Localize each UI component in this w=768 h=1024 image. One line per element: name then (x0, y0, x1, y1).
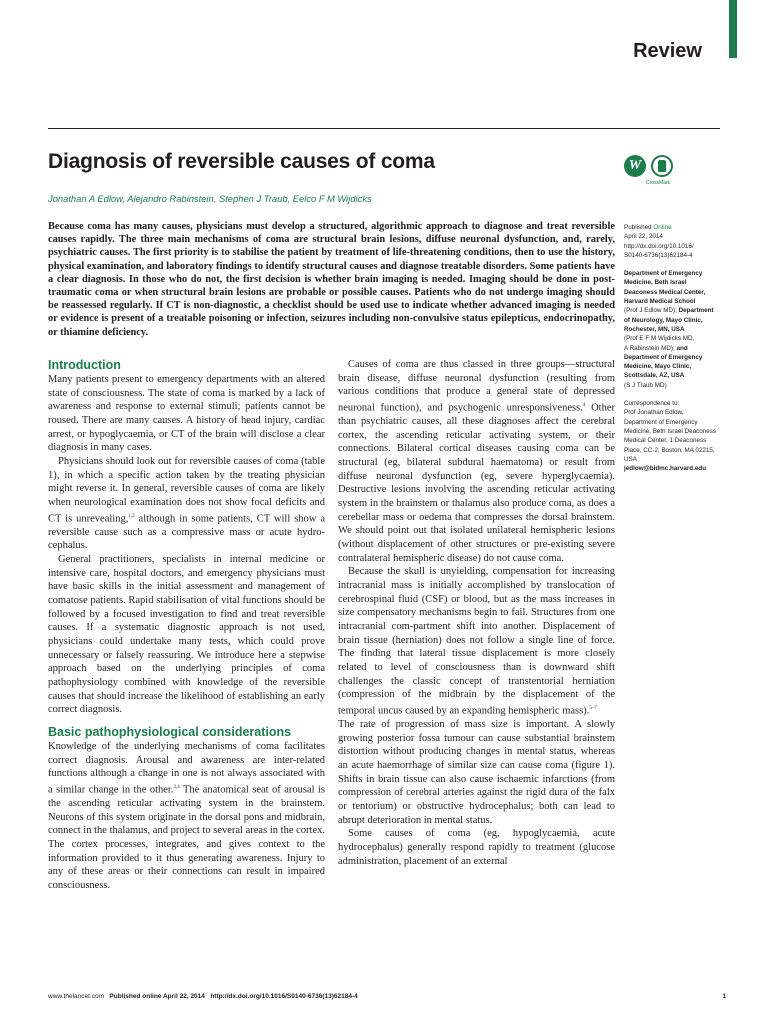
published-line: Published Online (624, 224, 672, 231)
section-accent-bar (729, 0, 737, 58)
affiliation-line: (Prof J Edlow MD); Department (624, 307, 714, 315)
affiliation-line: Medicine, Beth Israel (624, 279, 687, 287)
affiliation-line: of Neurology, Mayo Clinic, (624, 316, 703, 324)
correspondence-line: USA (624, 455, 637, 463)
crossmark-icon[interactable] (651, 155, 673, 177)
correspondence-label: Correspondence to: (624, 400, 680, 408)
body-paragraph: Many patients present to emergency departments with an altered state of consciousness. The state of coma is marked by a lack of awareness and response to external stimuli; patients cannot be roused. There are many causes. A history of head injury, cardiac arrest, or hypoglycaemia, or CT of the brain will disclose a clear diagnosis in many cases. (48, 374, 325, 454)
affiliation-line: (S J Traub MD) (624, 381, 667, 389)
affiliation-line: Harvard Medical School (624, 298, 696, 306)
body-paragraph: Some causes of coma (eg, hypoglycaemia, acute hydrocephalus) generally respond rapidly to treatment (glucose administration, placement of an external (338, 828, 615, 867)
correspondence-line: Medical Center, 1 Deaconess (624, 437, 707, 445)
section-heading-introduction: Introduction (48, 358, 121, 372)
body-paragraph: Knowledge of the underlying mechanisms of coma facilitates correct diagnosis. Arousal and awareness are inter-related functions although a change in one is not always associated with a similar change in the other.$^{3,4}$ The anatomical seat of arousal is the ascending reticular activating system in the brainstem. Neurons of this system originate in the dorsal pons and midbrain, connect in the thalamus, and project to several areas in the cortex. The cortex processes, integrates, and gives context to the information provided to it thus generating awareness. Injury to any of these areas or their connections can result in impaired consciousness. (48, 740, 325, 891)
body-paragraph: Causes of coma are thus classed in three groups—structural brain disease, diffuse neuronal dysfunction (resulting from various conditions that produce a general state of depressed neuronal function), and psychogenic unresponsiveness.$^4$ Other than psychiatric causes, all these diagnoses affect the cerebral cortex, the ascending reticular activating system, or their connections. Bilateral cortical diseases causing coma can be structural (eg, bilateral subdural haematoma) or result from diffuse neuronal dysfunction (eg, severe hyperglycaemia). Destructive lesions involving the ascending reticular activating system in the brainstem or thalamus also produce coma, as does a cerebellar mass or oedema that compresses the dorsal brainstem. We should point out that isolated unilateral hemispheric lesions (without displacement of other structures or pre-existing severe contralateral hemispheric disease) do not cause coma. (338, 359, 615, 564)
section-label: Review (633, 40, 702, 62)
article-authors: Jonathan A Edlow, Alejandro Rabinstein, Stephen J Traub, Eelco F M Wijdicks (48, 193, 372, 204)
body-paragraph: Because the skull is unyielding, compensation for increasing intracranial mass is initially accomplished by translocation of cerebrospinal fluid (CSF) or blood, but as the mass increases in size compensatory mechanisms begin to fail. Structures from one intracranial com-partment shift into another. Displacement of brain tissue (herniation) does not follow a single line of force. The finding that lateral tissue displacement is more closely related to level of consciousness than is downward shift challenges the classic concept of transtentorial herniation (compression of the midbrain by the displacement of the temporal uncus caused by an expanding hemispheric mass).$^{5-7}$ (338, 566, 615, 717)
correspondence-line: Place, CC-2, Boston, MA 02215, (624, 446, 715, 454)
page-number: 1 (722, 993, 726, 1000)
affiliation-line: Medicine, Mayo Clinic, (624, 363, 692, 371)
page-footer (48, 993, 358, 1000)
online-link[interactable]: Online (653, 224, 672, 231)
affiliation-line: Rochester, MN, USA (624, 325, 685, 333)
section-heading-basic: Basic pathophysiological considerations (48, 724, 292, 739)
header-rule (48, 128, 720, 129)
correspondence-line: Medicine, Beth Israel Deaconess (624, 427, 717, 435)
correspondence-email-link[interactable]: jedlow@bidmc.harvard.edu (624, 465, 707, 473)
body-paragraph: General practitioners, specialists in internal medicine or intensive care, hospital doctors, and emergency physicians must have basic skills in the initial assessment and management of comatose patients. Rapid stabilisation of vital functions should be followed by a focused investigation to find and treat reversible causes. If a systematic diagnostic approach is not used, physicians could undertake many tests, which could prove unnecessary or falsely reassuring. We introduce here a stepwise approach based on the underlying principles of coma pathophysiology combined with knowledge of the reversible causes that should increase the likelihood of establishing an early correct diagnosis. (48, 554, 325, 716)
reference-superscript[interactable]: 5–7 (589, 705, 597, 711)
article-badges (624, 155, 684, 195)
affiliation-line: (Prof E F M Wijdicks MD, (624, 335, 695, 343)
body-column-right (338, 358, 615, 868)
open-access-w-icon[interactable]: W (624, 155, 646, 177)
affiliation-line: Department of Emergency (624, 270, 703, 278)
doi-link-line-1[interactable]: http://dx.doi.org/10.1016/ (624, 242, 694, 250)
affiliation-line: Deaconess Medical Center, (624, 288, 706, 296)
article-sidebar (624, 223, 724, 473)
body-column-left (48, 358, 325, 893)
affiliation-line: Department of Emergency (624, 353, 703, 361)
body-paragraph: The rate of progression of mass size is important. A slowly growing posterior fossa tumour can cause substantial brainstem distortion without producing changes in mental status, whereas an acute haemorrhage of similar size can cause coma (figure 1). Shifts in brain tissue can also cause ischaemic infarctions (from compression of cerebral arteries against the rigid dura of the falx or tentorium) or obstructive hydrocephalus; both can lead to abrupt deterioration in mental status. (338, 719, 615, 826)
footer-site-link[interactable]: www.thelancet.com (48, 993, 104, 1000)
article-title: Diagnosis of reversible causes of coma (48, 150, 435, 173)
doi-link-line-2[interactable]: S0140-6736(13)62184-4 (624, 251, 693, 259)
article-abstract: Because coma has many causes, physicians must develop a structured, algorithmic approach to diagnose and treat reversible causes rapidly. The three main mechanisms of coma are structural brain lesions, diffuse neuronal dysfunction, and, rarely, psychiatric causes. The first priority is to stabilise the patient by treatment of life-threatening conditions, then to use the history, physical examination, and laboratory findings to identify structural causes and diagnose treatable disorders. Some patients have a clear diagnosis. In those who do not, the first decision is whether brain imaging is needed. Imaging should be done in post-traumatic coma or when structural brain lesions are probable or possible causes. Patients who do not undergo imaging should be reassessed regularly. If CT is non-diagnostic, a checklist should be used use to indicate whether advanced imaging is needed or evidence is present of a treatable poisoning or infection, seizures including non-convulsive status epilepticus, endocrinopathy, or thiamine deficiency. (48, 221, 615, 338)
reference-superscript[interactable]: 4 (582, 402, 586, 408)
correspondence-line: Prof Jonathan Edlow, (624, 409, 684, 417)
footer-published: Published online April 22, 2014 (109, 993, 205, 1000)
affiliation-line: Scottsdale, AZ, USA (624, 372, 685, 380)
correspondence-line: Department of Emergency (624, 418, 698, 426)
affiliation-line: A Rabinstein MD); and (624, 344, 688, 352)
published-date: April 22, 2014 (624, 233, 663, 241)
footer-doi-link[interactable]: http://dx.doi.org/10.1016/S0140-6736(13)62184-4 (210, 993, 358, 1000)
body-paragraph: Physicians should look out for reversible causes of coma (table 1), in which a specific action taken by the treating physician might reverse it. In general, reversible causes of coma are likely when neurological examination does not show focal deficits and CT is unrevealing,$^{1,2}$ although in some patients, CT will show a reversible cause such as a compressive mass or acute hydro-cephalus. (48, 455, 325, 552)
reference-superscript[interactable]: 3,4 (173, 784, 180, 790)
crossmark-label: CrossMark (646, 180, 671, 186)
reference-superscript[interactable]: 1,2 (128, 513, 135, 519)
